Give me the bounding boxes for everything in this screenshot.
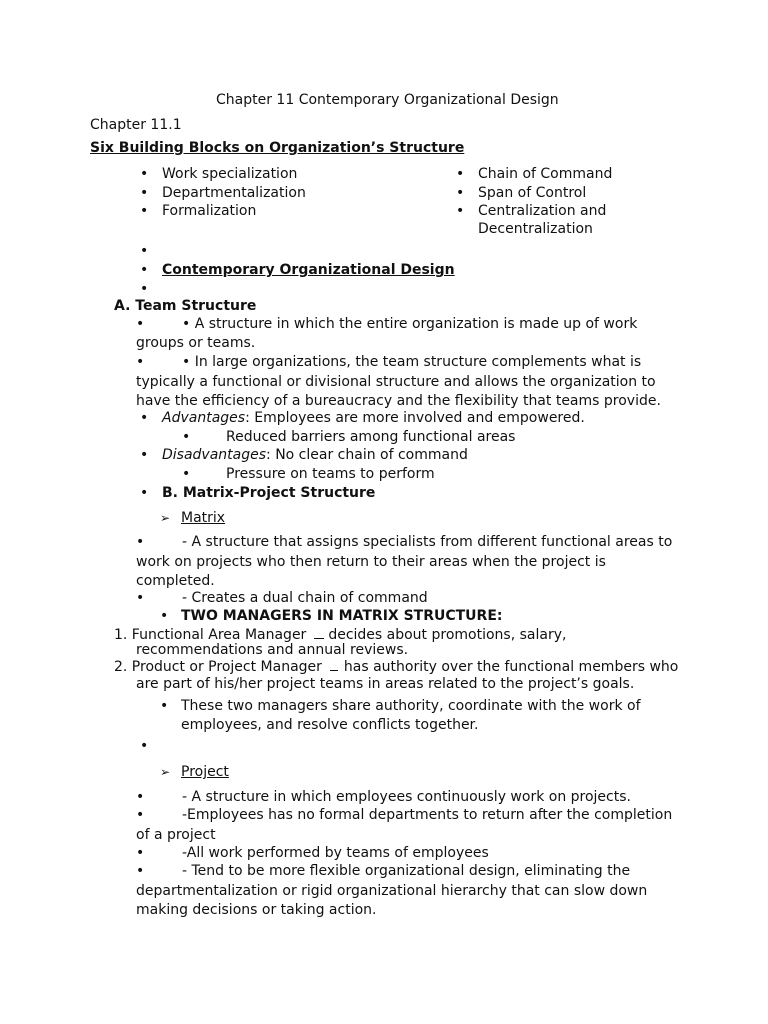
manager-2-title: 2. Product or Project Manager <box>114 659 322 675</box>
bullet-icon: • <box>136 807 145 823</box>
bullet-icon: • <box>160 698 169 714</box>
bullet-icon: • <box>136 590 145 606</box>
manager-2-text: has authority over the functional members who <box>343 659 679 675</box>
team-paragraph-line: have the efficiency of a bureaucracy and the flexibility that teams provide. <box>136 393 661 409</box>
section-heading: Six Building Blocks on Organization’s Structure <box>90 140 465 156</box>
bullet-icon: • <box>160 608 169 624</box>
bullet-icon: • <box>136 354 145 370</box>
team-paragraph-line: • In large organizations, the team structure complements what is <box>182 354 642 370</box>
disadvantages-line <box>162 447 468 464</box>
bullet-icon: • <box>140 281 149 297</box>
block-item: Formalization <box>162 203 257 219</box>
disadvantages-text: : No clear chain of command <box>266 447 468 463</box>
underscore-mark <box>330 667 338 671</box>
bullet-icon: • <box>182 466 191 482</box>
matrix-paragraph-line: work on projects who then return to their areas when the project is <box>136 554 606 570</box>
disadvantages-label: Disadvantages <box>162 447 267 463</box>
matrix-paragraph-line: - A structure that assigns specialists from different functional areas to <box>182 534 673 550</box>
arrow-bullet-icon: ➢ <box>160 511 171 525</box>
project-paragraph-line: - Tend to be more flexible organizational design, eliminating the <box>182 863 631 879</box>
manager-item-1-cont: recommendations and annual reviews. <box>136 642 409 658</box>
advantages-line <box>162 410 585 427</box>
bullet-icon: • <box>140 203 149 219</box>
team-paragraph-line: groups or teams. <box>136 335 256 351</box>
bullet-icon: • <box>140 738 149 754</box>
matrix-label: Matrix <box>181 510 226 526</box>
disadvantages-subitem: Pressure on teams to perform <box>226 466 435 482</box>
team-paragraph-line: • A structure in which the entire organization is made up of work <box>182 316 638 332</box>
team-structure-heading: A. Team Structure <box>114 298 257 314</box>
advantages-text: : Employees are more involved and empowered. <box>245 410 585 426</box>
project-paragraph-line: - A structure in which employees continuously work on projects. <box>182 789 631 805</box>
bullet-icon: • <box>136 316 145 332</box>
block-item: Decentralization <box>478 221 593 237</box>
chapter-label: Chapter 11.1 <box>90 117 182 133</box>
advantages-label: Advantages <box>162 410 246 426</box>
bullet-icon: • <box>140 185 149 201</box>
block-item: Work specialization <box>162 166 298 182</box>
bullet-icon: • <box>140 243 149 259</box>
project-paragraph-line: -Employees has no formal departments to return after the completion <box>182 807 673 823</box>
bullet-icon: • <box>140 485 149 501</box>
manager-item-2-cont: are part of his/her project teams in areas related to the project’s goals. <box>136 676 635 692</box>
bullet-icon: • <box>140 410 149 426</box>
project-paragraph-line: of a project <box>136 827 216 843</box>
underscore-mark <box>314 635 324 639</box>
bullet-icon: • <box>140 447 149 463</box>
matrix-project-heading: B. Matrix-Project Structure <box>162 485 376 501</box>
manager-item-2 <box>114 659 678 676</box>
bullet-icon: • <box>456 203 465 219</box>
advantages-subitem: Reduced barriers among functional areas <box>226 429 516 445</box>
bullet-icon: • <box>136 845 145 861</box>
manager-1-title: 1. Functional Area Manager <box>114 627 307 643</box>
project-label: Project <box>181 764 229 780</box>
arrow-bullet-icon: ➢ <box>160 765 171 779</box>
matrix-paragraph-line: - Creates a dual chain of command <box>182 590 428 606</box>
block-item: Chain of Command <box>478 166 613 182</box>
bullet-icon: • <box>456 185 465 201</box>
two-managers-heading: TWO MANAGERS IN MATRIX STRUCTURE: <box>181 608 503 624</box>
manager-1-text: decides about promotions, salary, <box>328 627 567 643</box>
bullet-icon: • <box>140 166 149 182</box>
project-paragraph-line: -All work performed by teams of employees <box>182 845 489 861</box>
matrix-paragraph-line: completed. <box>136 573 215 589</box>
block-item: Span of Control <box>478 185 587 201</box>
bullet-icon: • <box>456 166 465 182</box>
contemporary-heading: Contemporary Organizational Design <box>162 262 455 278</box>
bullet-icon: • <box>136 863 145 879</box>
share-authority-line: employees, and resolve conflicts together. <box>181 717 479 733</box>
bullet-icon: • <box>136 534 145 550</box>
share-authority-line: These two managers share authority, coordinate with the work of <box>181 698 641 714</box>
block-item: Centralization and <box>478 203 607 219</box>
project-paragraph-line: making decisions or taking action. <box>136 902 377 918</box>
team-paragraph-line: typically a functional or divisional structure and allows the organization to <box>136 374 656 390</box>
project-paragraph-line: departmentalization or rigid organizational hierarchy that can slow down <box>136 883 648 899</box>
document-title: Chapter 11 Contemporary Organizational Design <box>216 92 559 108</box>
bullet-icon: • <box>140 262 149 278</box>
bullet-icon: • <box>136 789 145 805</box>
block-item: Departmentalization <box>162 185 306 201</box>
bullet-icon: • <box>182 429 191 445</box>
